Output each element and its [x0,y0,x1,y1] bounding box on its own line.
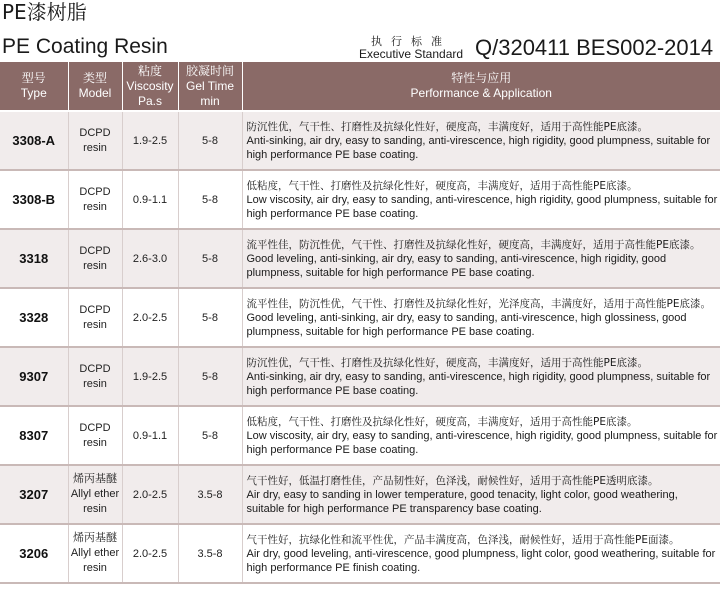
performance-text-en: Air dry, easy to sanding in lower temperature, good tenacity, light color, good weathering, suitable for high performance PE transparency base coating. [246,488,678,515]
table-row [0,465,720,524]
header-type-cn: 型号 [21,71,46,85]
header-gel-time-cn: 胶凝时间 [185,63,234,78]
performance-text-cn: 气干性好，低温打磨性佳，产品韧性好，色泽浅，耐候性好，适用于高性能PE透明底漆。 [246,474,659,487]
viscosity-cell: 1.9-2.5 [122,111,178,170]
header-performance-cn: 特性与应用 [451,71,512,85]
executive-standard-label [356,36,466,61]
model-line: DCPD [79,126,111,139]
model-line: DCPD [79,303,111,316]
header-performance-en: Performance & Application [410,86,552,100]
viscosity-cell: 2.6-3.0 [122,229,178,288]
gel-time-cell: 5-8 [178,229,242,288]
model-line: resin [83,200,107,213]
performance-cell [242,111,720,170]
performance-text-cn: 防沉性优，气干性、打磨性及抗绿化性好，硬度高，丰满度好，适用于高性能PE底漆。 [246,356,648,369]
gel-time-cell: 3.5-8 [178,465,242,524]
table-row [0,170,720,229]
model-line: DCPD [79,244,111,257]
performance-text-en: Low viscosity, air dry, easy to sanding, anti-virescence, high rigidity, good plumpness, suitable for high performance PE base coating. [246,193,718,220]
table-row [0,347,720,406]
viscosity-cell: 2.0-2.5 [122,465,178,524]
header-viscosity-unit: Pa.s [137,93,162,108]
model-line: resin [83,436,107,449]
table-row [0,111,720,170]
header-performance [242,62,720,111]
page-header [0,0,720,62]
performance-cell [242,524,720,583]
model-line: resin [83,377,107,390]
table-row [0,406,720,465]
performance-cell [242,406,720,465]
gel-time-cell: 3.5-8 [178,524,242,583]
standard-label-chinese: 执行标准 [371,35,451,48]
model-line: resin [83,503,107,515]
performance-text-en: Low viscosity, air dry, easy to sanding, anti-virescence, high rigidity, good plumpness, suitable for high performance PE base coating. [246,429,718,456]
table-row [0,229,720,288]
viscosity-cell: 1.9-2.5 [122,347,178,406]
model-line: DCPD [79,421,111,434]
table-header-row [0,62,720,111]
type-cell: 3207 [0,465,68,524]
model-line: resin [83,318,107,331]
header-gel-time-unit: min [200,93,220,108]
table-row [0,524,720,583]
performance-text-cn: 防沉性优，气干性、打磨性及抗绿化性好，硬度高，丰满度好，适用于高性能PE底漆。 [246,120,648,133]
model-cell [68,288,122,347]
resin-spec-table [0,62,720,584]
header-model-en: Model [78,86,112,100]
viscosity-cell: 2.0-2.5 [122,524,178,583]
header-gel-time-en: Gel Time [185,78,234,93]
gel-time-cell: 5-8 [178,111,242,170]
title-chinese: PE漆树脂 [2,0,87,24]
performance-text-en: Good leveling, anti-sinking, air dry, easy to sanding, anti-virescence, high glossiness, good plumpness, suitable for high performance PE base coating. [246,311,687,338]
model-line-cn: 烯丙基醚 [73,473,117,485]
model-line-cn: 烯丙基醚 [73,532,117,544]
gel-time-cell: 5-8 [178,406,242,465]
model-cell [68,347,122,406]
performance-text-en: Air dry, good leveling, anti-virescence, good plumpness, light color, good weathering, suitable for high performance PE finish coating. [246,547,716,574]
performance-text-cn: 气干性好，抗绿化性和流平性优，产品丰满度高，色泽浅，耐候性好，适用于高性能PE面漆。 [246,533,680,546]
header-viscosity-cn: 粘度 [137,63,162,78]
performance-text-en: Anti-sinking, air dry, easy to sanding, anti-virescence, high rigidity, good plumpness, suitable for high performance PE base coating. [246,370,711,397]
gel-time-cell: 5-8 [178,347,242,406]
header-type-en: Type [20,86,47,100]
title-english: PE Coating Resin [2,35,168,58]
header-gel-time [178,62,242,111]
type-cell: 9307 [0,347,68,406]
performance-text-cn: 低粘度，气干性、打磨性及抗绿化性好，硬度高，丰满度好，适用于高性能PE底漆。 [246,415,638,428]
table-row [0,288,720,347]
model-line: resin [83,259,107,272]
model-line: DCPD [79,185,111,198]
model-line: resin [83,141,107,154]
performance-cell [242,170,720,229]
performance-text-en: Anti-sinking, air dry, easy to sanding, anti-virescence, high rigidity, good plumpness, suitable for high performance PE base coating. [246,134,711,161]
header-type [0,62,68,111]
performance-cell [242,229,720,288]
gel-time-cell: 5-8 [178,288,242,347]
model-cell [68,406,122,465]
type-cell: 3318 [0,229,68,288]
header-model-cn: 类型 [82,71,107,85]
model-cell [68,524,122,583]
type-cell: 3308-A [0,111,68,170]
header-model [68,62,122,111]
performance-text-cn: 流平性佳，防沉性优，气干性、打磨性及抗绿化性好，硬度高，丰满度好，适用于高性能PE底漆。 [246,238,701,251]
header-viscosity-en: Viscosity [126,78,174,93]
type-cell: 3206 [0,524,68,583]
header-viscosity [122,62,178,111]
standard-label-english: Executive Standard [358,47,464,61]
model-cell [68,229,122,288]
model-cell [68,465,122,524]
model-line: resin [83,562,107,574]
model-cell [68,111,122,170]
performance-cell [242,288,720,347]
performance-cell [242,347,720,406]
gel-time-cell: 5-8 [178,170,242,229]
performance-text-cn: 低粘度，气干性、打磨性及抗绿化性好，硬度高，丰满度好，适用于高性能PE底漆。 [246,179,638,192]
viscosity-cell: 0.9-1.1 [122,170,178,229]
performance-cell [242,465,720,524]
viscosity-cell: 2.0-2.5 [122,288,178,347]
model-line: Allyl ether [70,547,120,559]
viscosity-cell: 0.9-1.1 [122,406,178,465]
type-cell: 3308-B [0,170,68,229]
standard-code: Q/320411 BES002-2014 [475,35,714,60]
performance-text-cn: 流平性佳，防沉性优，气干性、打磨性及抗绿化性好，光泽度高，丰满度好，适用于高性能PE底漆。 [246,297,711,310]
type-cell: 3328 [0,288,68,347]
model-line: Allyl ether [70,488,120,500]
model-line: DCPD [79,362,111,375]
model-cell [68,170,122,229]
type-cell: 8307 [0,406,68,465]
performance-text-en: Good leveling, anti-sinking, air dry, easy to sanding, anti-virescence, high rigidity, good plumpness, suitable for high performance PE base coating. [246,252,667,279]
